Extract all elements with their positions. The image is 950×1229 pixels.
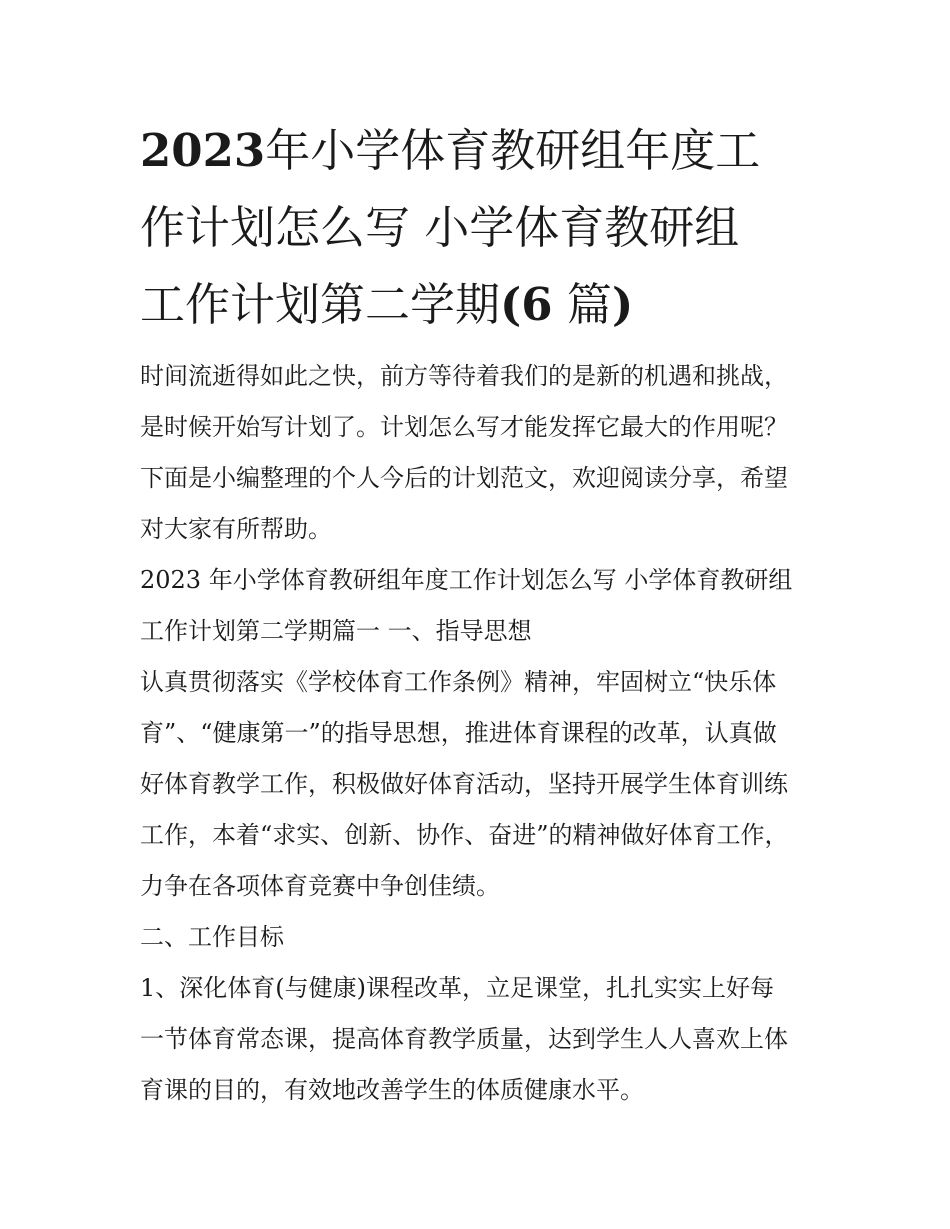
intro-paragraph [140,351,820,555]
document-title [140,112,820,343]
title-text: 年小学体育教研组年度工 [265,124,761,177]
text-line: 是时候开始写计划了。计划怎么写才能发挥它最大的作用呢？ [140,413,788,441]
text-line: 育”、“健康第一”的指导思想，推进体育课程的改革，认真做 [140,719,777,747]
text-line: 工作计划第二学期篇一 一、指导思想 [140,617,532,645]
title-text: 作计划怎么写 小学体育教研组 [140,201,740,254]
text-line: 力争在各项体育竞赛中争创佳绩。 [140,872,500,900]
guiding-thought-paragraph [140,657,820,912]
text-line: 1、深化体育(与健康)课程改革，立足课堂，扎扎实实上好每 [140,974,774,1002]
text-line: 时间流逝得如此之快，前方等待着我们的是新的机遇和挑战， [140,362,788,390]
text-line: 一节体育常态课，提高体育教学质量，达到学生人人喜欢上体 [140,1025,788,1053]
title-text: 工作计划第二学期 [140,278,501,331]
text-line: 2023 年小学体育教研组年度工作计划怎么写 小学体育教研组 [140,566,793,594]
title-year: 2023 [140,124,266,177]
text-line: 对大家有所帮助。 [140,515,332,543]
text-line: 认真贯彻落实《学校体育工作条例》精神，牢固树立“快乐体 [140,668,777,696]
text-line: 下面是小编整理的个人今后的计划范文，欢迎阅读分享，希望 [140,464,788,492]
goal-one-paragraph [140,963,820,1116]
section-one-heading [140,555,820,657]
title-line [140,112,820,189]
text-line: 工作，本着“求实、创新、协作、奋进”的精神做好体育工作， [140,821,789,849]
title-count-close: ) [611,278,634,331]
text-line: 育课的目的，有效地改善学生的体质健康水平。 [140,1076,644,1104]
title-line [140,266,820,343]
document-page [140,112,820,1116]
title-count-open: (6 [500,278,553,331]
text-line: 好体育教学工作，积极做好体育活动，坚持开展学生体育训练 [140,770,788,798]
work-goals-heading [140,912,820,963]
title-line [140,189,820,266]
text-line: 二、工作目标 [140,923,284,951]
title-count-unit: 篇 [552,278,612,331]
